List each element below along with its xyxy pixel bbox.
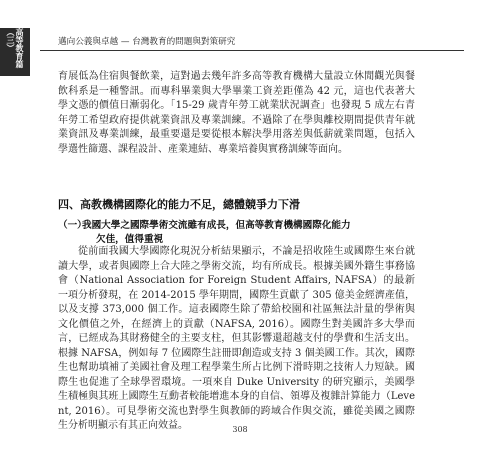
subsection-heading-line-1: 我國大學之國際學術交流雖有成長，但高等教育機構國際化能力 <box>82 220 351 231</box>
page-number: 308 <box>232 425 248 434</box>
chapter-side-tab: 高等教育篇（三） <box>0 28 30 76</box>
running-header-title: 邁向公義與卓越 — 台灣教育的問題與對策研究 <box>58 37 236 47</box>
body-paragraph-2: 從前面我國大學國際化現況分析結果顯示，不論是招收陸生或國際生來台就讀大學，或者與國際上合大陸之學術交流，均有所成長。根據美國外籍生事務協會（National Association for Foreign Student Affairs, NAFSA）的最新一項分析發現，在 2014-2015 學年期間，國際生貢獻了 305 億美金經濟產值，以及支撐 373,000 個工作。這表國際生除了帶給校園和社區無法計量的學術與文化價值之外，在經濟上的貢獻（NAFSA, 2016）。國際生對美國許多大學而言，已經成為其財務健全的主要支柱，但其影響還超越支付的學費和生活支出。根據 NAFSA，例如每 7 位國際生註冊即創造或支持 3 個美國工作。其次，國際生也幫助填補了美國社會及理工程學業生所占比例下滑時期之技術人力短缺。國際生也促進了全球學習環境。一項來自 Duke University 的研究顯示，美國學生積極與其班上國際生互動者較能增進本身的自信、領導及複雜計算能力（Levent, 2016）。可見學術交流也對學生與教師的跨域合作與交流，雖從美國之國際生分析明顯示有其正向效益。 <box>58 246 415 431</box>
subsection-heading-line-2: 欠佳，值得重視 <box>96 234 164 245</box>
subsection-heading <box>58 219 418 247</box>
subsection-number: （一） <box>58 220 87 231</box>
header-divider <box>40 50 464 51</box>
body-paragraph-1: 育展低為住宿與餐飲業，這對過去幾年許多高等教育機構大量設立休閒觀光與餐飲科系是一種警訊。而專科畢業與大學畢業工資差距僅為 42 元，這也代表著大學文憑的價值日漸弱化。「15-29 歲青年勞工就業狀況調查」也發現 5 成左右青年勞工希望政府提供就業資訊及專業訓練。不過除了在學與離校期間提供青年就業資訊及專業訓練，最重要還是要從根本解決學用落差與低薪就業問題，包括入學選性篩選、課程設計、產業連結、專業培養與實務訓練等面向。 <box>58 71 415 155</box>
section-heading: 四、高教機構國際化的能力不足，總體競爭力下滑 <box>58 198 300 211</box>
